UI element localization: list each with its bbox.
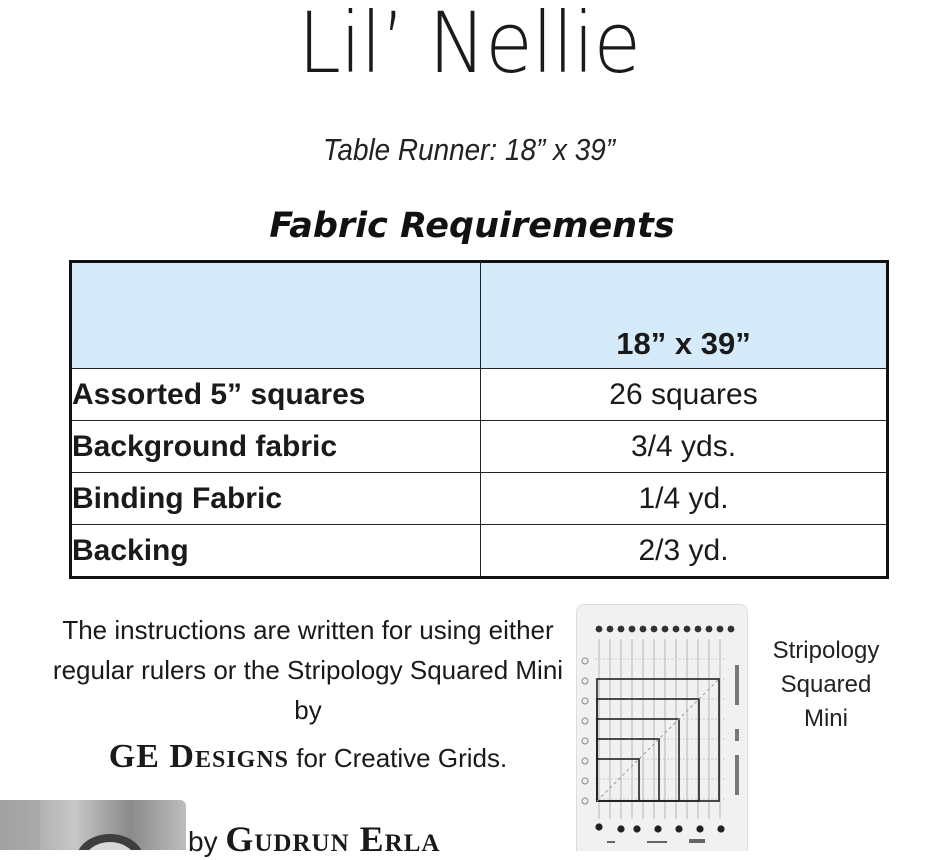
ruler-caption	[770, 634, 882, 736]
author-name: Gudrun Erla	[225, 819, 441, 859]
brand-suffix: for Creative Grids.	[296, 743, 508, 773]
ruler-illustration	[577, 605, 747, 851]
table-header-size: 18” x 39”	[481, 262, 888, 369]
author-photo	[0, 800, 186, 850]
author-prefix: by	[188, 826, 218, 857]
pattern-title: Lil’ Nellie	[297, 0, 641, 92]
brand-name: GE Designs	[108, 738, 290, 775]
table-row	[71, 473, 888, 525]
fabric-label: Binding Fabric	[71, 473, 481, 525]
fabric-amount: 3/4 yds.	[481, 421, 888, 473]
fabric-requirements-heading: Fabric Requirements	[269, 206, 675, 246]
ruler-image	[576, 604, 748, 851]
fabric-amount: 26 squares	[481, 369, 888, 421]
table-header-row	[71, 262, 888, 369]
table-row	[71, 369, 888, 421]
fabric-amount: 1/4 yd.	[481, 473, 888, 525]
instructions-text: The instructions are written for using either regular rulers or the Stripology Squared Mini by	[52, 615, 564, 725]
fabric-requirements-table	[69, 260, 889, 579]
fabric-label: Assorted 5” squares	[71, 369, 481, 421]
fabric-label: Backing	[71, 525, 481, 578]
table-row	[71, 525, 888, 578]
fabric-amount: 2/3 yd.	[481, 525, 888, 578]
author-byline	[188, 818, 440, 860]
author-photo-image	[0, 800, 186, 850]
pattern-subtitle: Table Runner: 18” x 39”	[322, 132, 616, 167]
ruler-credit	[50, 738, 566, 776]
table-row	[71, 421, 888, 473]
ruler-caption-line: Stripology	[772, 637, 880, 664]
fabric-label: Background fabric	[71, 421, 481, 473]
ruler-caption-line: Mini	[803, 705, 848, 732]
ruler-caption-line: Squared	[780, 671, 872, 698]
table-header-empty-cell	[71, 262, 481, 369]
